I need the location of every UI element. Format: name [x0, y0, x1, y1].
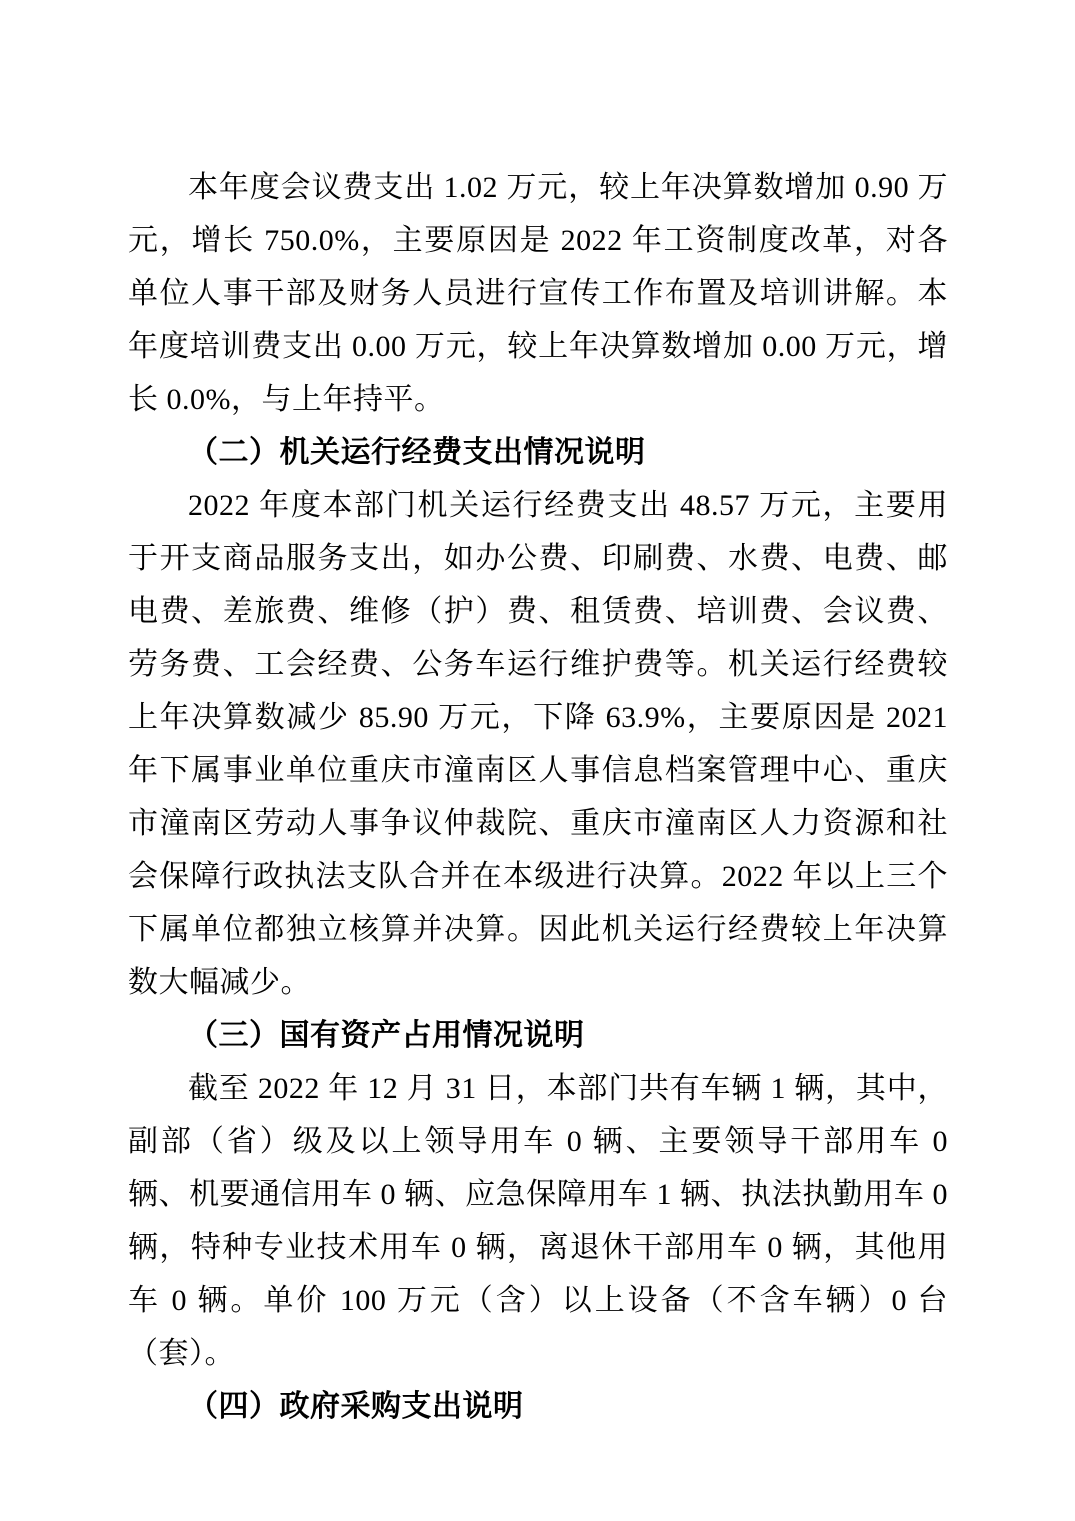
document-body — [128, 161, 948, 1433]
paragraph-meeting-expense: 本年度会议费支出 1.02 万元，较上年决算数增加 0.90 万元，增长 750.0%，主要原因是 2022 年工资制度改革，对各单位人事干部及财务人员进行宣传工作布置及培训讲解。本年度培训费支出 0.00 万元，较上年决算数增加 0.00 万元，增长 0.0%，与上年持平。 — [128, 171, 948, 416]
paragraph-operating-expense: 2022 年度本部门机关运行经费支出 48.57 万元，主要用于开支商品服务支出，如办公费、印刷费、水费、电费、邮电费、差旅费、维修（护）费、租赁费、培训费、会议费、劳务费、工会经费、公务车运行维护费等。机关运行经费较上年决算数减少 85.90 万元，下降 63.9%，主要原因是 2021 年下属事业单位重庆市潼南区人事信息档案管理中心、重庆市潼南区劳动人事争议仲裁院、重庆市潼南区人力资源和社会保障行政执法支队合并在本级进行决算。2022 年以上三个下属单位都独立核算并决算。因此机关运行经费较上年决算数大幅减少。 — [128, 489, 948, 999]
paragraph-state-assets: 截至 2022 年 12 月 31 日，本部门共有车辆 1 辆，其中，副部（省）级及以上领导用车 0 辆、主要领导干部用车 0 辆、机要通信用车 0 辆、应急保障用车 1 辆、执法执勤用车 0 辆，特种专业技术用车 0 辆，离退休干部用车 0 辆，其他用车 0 辆。单价 100 万元（含）以上设备（不含车辆）0 台（套）。 — [128, 1072, 948, 1370]
section-heading-3-state-assets: （三）国有资产占用情况说明 — [188, 1019, 585, 1052]
section-heading-2-operating-expense: （二）机关运行经费支出情况说明 — [188, 436, 646, 469]
section-heading-4-government-procurement: （四）政府采购支出说明 — [188, 1390, 524, 1423]
